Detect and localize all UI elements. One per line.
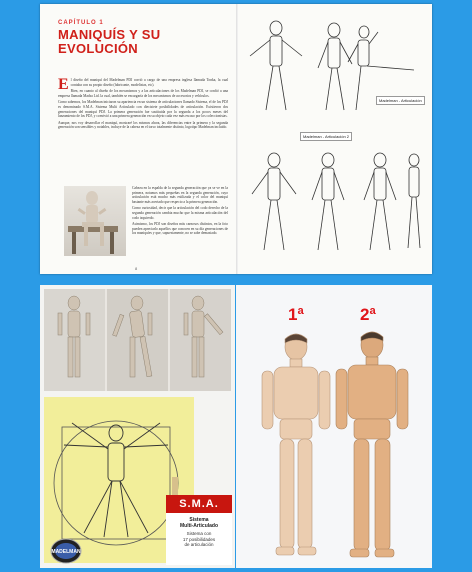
first-generation-mannequin xyxy=(262,334,330,555)
collage-left xyxy=(40,285,235,568)
chapter-label: CAPÍTULO 1 xyxy=(58,20,104,26)
paragraph: Asimismo, los PDJ son diseños más carnosos distintos, en la foto pueden apreciarlo aquellos que conocen en su día generaciones de los maniquíes y que, supuestamente, no se sabe demasiado. xyxy=(132,222,228,236)
figure-caption: Madelman - Articulación 2 xyxy=(300,132,352,141)
sma-label-card xyxy=(166,495,232,565)
madelman-logo-icon xyxy=(50,537,82,565)
paragraph: Como sabemos, los Madelman iniciaron su apariencia en un sistema de articulaciones llamado Sistema, el de los PDJ es denominado S.M.A. Sistema Multi Articulado con diecisiete posibilidades de articulación. Existieron dos generaciones del maniquí PDJ. La primera generación fue sustituida por la segunda a los pocos meses del lanzamiento de los PDJ, y convivió a una primera generación en su objeto cada vez más escaso por los coleccionistas. xyxy=(58,100,228,119)
page-number: 8 xyxy=(135,266,138,271)
book-gutter xyxy=(236,4,238,274)
paragraph: Aunque, nos voy desarrollar el maniquí, mostraré los mismos ahora, las diferencias entre la primera y la segunda generación son sensibles y notables, incluye de la cabeza en el torso totalmente distinto, logotipo Madelman incluido. xyxy=(58,120,228,130)
sma-description: Sistema con 17 posibilidades de articulación xyxy=(182,531,216,547)
paragraph: El diseño del maniquí del Madelman PDJ corrió a cargo de una empresa inglesa llamada Tonka, la cual contaba con su propio diseño (fabricante, modelistas, etc). xyxy=(58,76,228,93)
body-text xyxy=(58,78,228,132)
seated-mannequin-image xyxy=(64,186,126,256)
figure-caption: Madelman - Articulación xyxy=(376,96,425,105)
logo-text: MADELMAN xyxy=(51,549,81,555)
two-mannequins-image xyxy=(236,329,432,567)
generations-comparison xyxy=(236,285,432,568)
three-mannequin-photos xyxy=(44,289,231,391)
sma-title: S.M.A. xyxy=(166,495,232,513)
drop-cap: E xyxy=(58,76,69,93)
mannequin-poses-image xyxy=(44,289,231,391)
seated-mannequin-photo xyxy=(64,186,126,256)
paragraph: Como curiosidad, decir que la articulación del codo derecho de la segunda generación cambia mucho que la misma articulación del codo izquierdo. xyxy=(132,206,228,220)
paragraph: Bien, en cuanto al diseño de los mecanismos y a las articulaciones de los Madelman PDJ, se confió a una empresa llamada Madsa Ltd. la cual, también se encargaría de los mecanismos de accesorios y vehículos. xyxy=(58,89,228,98)
chapter-title xyxy=(58,28,228,56)
madelman-logo xyxy=(50,537,82,565)
chapter-title-line2: EVOLUCIÓN xyxy=(58,41,138,56)
first-generation-label: 1ª xyxy=(288,305,304,324)
book-spread xyxy=(40,4,432,274)
sma-subtitle: Sistema Multi-Articulado xyxy=(179,517,219,529)
paragraph: Cabeza en la espalda de la segunda generación que ya se ve en la primera, notamos más pequeñas en la segunda generación, cuyo articulación está mucho más estilizada y el color del maniquí bastante más acertado que respecto a la primera generación. xyxy=(132,186,228,204)
second-generation-mannequin xyxy=(336,332,408,557)
chapter-title-line1: MANIQUÍS Y SU xyxy=(58,27,161,42)
body-text-column-2 xyxy=(132,186,228,236)
second-generation-label: 2ª xyxy=(360,305,376,324)
